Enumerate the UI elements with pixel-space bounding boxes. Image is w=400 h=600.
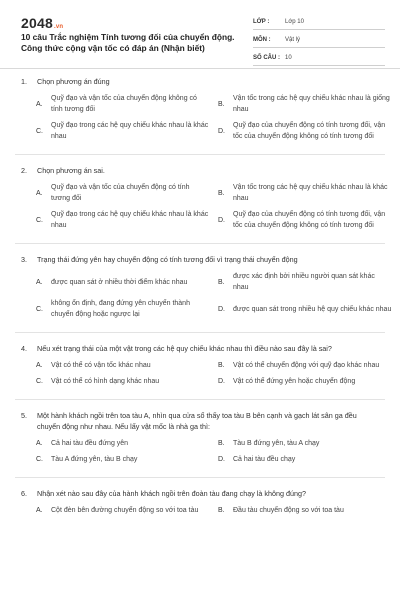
option-letter: B. [218, 100, 225, 108]
option-letter: B. [218, 507, 225, 514]
option-text: Vật có thể đứng yên hoặc chuyển động [233, 378, 356, 385]
option-text: Quỹ đạo và vận tốc của chuyển động có tính tương đối [51, 184, 190, 202]
document-title: 10 câu Trắc nghiệm Tính tương đối của chuyển động. Công thức cộng vận tốc có đáp án (Nhận biết) [21, 32, 235, 53]
question-6 [0, 488, 400, 516]
meta-label: SỐ CÂU : [253, 54, 280, 61]
question-number: 2. [21, 166, 27, 175]
option-letter: D. [218, 127, 225, 135]
question-text [0, 343, 400, 354]
question-divider [15, 154, 385, 155]
question-body: Nhận xét nào sau đây của hành khách ngồi trên đoàn tàu đang chạy là không đúng? [37, 489, 306, 498]
option-d[interactable] [218, 376, 392, 387]
question-4 [0, 343, 400, 387]
question-number: 3. [21, 255, 27, 264]
option-c[interactable] [36, 298, 210, 320]
option-letter: D. [218, 216, 225, 224]
option-b[interactable] [218, 438, 392, 449]
question-divider [15, 399, 385, 400]
option-a[interactable] [36, 93, 210, 115]
question-body: Nếu xét trạng thái của một vật trong các hệ quy chiếu khác nhau thì điều nào sau đây là sai? [37, 344, 332, 353]
question-text [0, 76, 400, 87]
option-a[interactable] [36, 271, 210, 293]
option-text: Vận tốc trong các hệ quy chiếu khác nhau là khác nhau [233, 184, 388, 202]
question-body: Chọn phương án sai. [37, 166, 105, 175]
option-letter: D. [218, 305, 225, 313]
option-b[interactable] [218, 360, 392, 371]
meta-value: Lớp 10 [285, 18, 304, 25]
document-meta [253, 14, 385, 68]
option-c[interactable] [36, 120, 210, 142]
option-letter: A. [36, 507, 43, 514]
option-text: Cả hai tàu đều chạy [233, 456, 296, 463]
option-text: Vật có thể có vận tốc khác nhau [51, 362, 151, 369]
option-letter: A. [36, 440, 43, 447]
option-letter: B. [218, 189, 225, 197]
answer-options [0, 182, 400, 231]
option-text: Vận tốc trong các hệ quy chiếu khác nhau là giống nhau [233, 95, 390, 113]
option-c[interactable] [36, 454, 210, 465]
answer-options [0, 438, 400, 465]
meta-row-count [253, 50, 385, 66]
question-body: Trạng thái đứng yên hay chuyển động có tính tương đối vì trạng thái chuyển động [37, 255, 298, 264]
option-text: Cả hai tàu đều đứng yên [51, 440, 129, 447]
option-text: Tàu A đứng yên, tàu B chạy [51, 456, 138, 463]
question-body: Chọn phương án đúng [37, 77, 110, 86]
option-letter: A. [36, 278, 43, 286]
option-d[interactable] [218, 209, 392, 231]
option-b[interactable] [218, 93, 392, 115]
question-text [0, 254, 400, 265]
option-letter: C. [36, 127, 43, 135]
meta-value: 10 [285, 54, 292, 61]
question-number: 1. [21, 77, 27, 86]
option-a[interactable] [36, 360, 210, 371]
option-letter: A. [36, 189, 43, 197]
question-divider [15, 332, 385, 333]
meta-row-grade [253, 14, 385, 30]
option-letter: B. [218, 440, 225, 447]
site-logo[interactable] [21, 15, 63, 31]
question-text [0, 410, 400, 432]
question-3 [0, 254, 400, 320]
option-b[interactable] [218, 182, 392, 204]
answer-options [0, 93, 400, 142]
answer-options [0, 505, 400, 516]
question-body: Một hành khách ngồi trên toa tàu A, nhìn qua cửa sổ thấy toa tàu B bên cạnh và gạch lát sân ga đều chuyển động như nhau. Nếu lấy vật mốc là nhà ga thì: [37, 411, 357, 431]
option-text: Quỹ đạo của chuyển động có tính tương đối, vận tốc của chuyển động không có tính tương đối [233, 122, 386, 140]
option-letter: D. [218, 378, 225, 385]
option-d[interactable] [218, 298, 392, 320]
question-number: 5. [21, 411, 27, 420]
meta-row-subject [253, 32, 385, 48]
option-b[interactable] [218, 505, 392, 516]
option-c[interactable] [36, 209, 210, 231]
logo-main: 2048 [21, 15, 53, 31]
option-text: Đầu tàu chuyển động so với toa tàu [233, 507, 344, 514]
option-text: Quỹ đạo trong các hệ quy chiếu khác nhau là khác nhau [51, 211, 209, 229]
option-b[interactable] [218, 271, 392, 293]
option-c[interactable] [36, 376, 210, 387]
option-d[interactable] [218, 454, 392, 465]
question-text [0, 165, 400, 176]
option-text: Tàu B đứng yên, tàu A chạy [233, 440, 320, 447]
meta-value: Vật lý [285, 36, 301, 43]
option-d[interactable] [218, 120, 392, 142]
option-letter: C. [36, 216, 43, 224]
meta-label: LỚP : [253, 18, 270, 25]
question-divider [15, 477, 385, 478]
option-letter: B. [218, 362, 225, 369]
question-divider [15, 243, 385, 244]
document-header [0, 0, 400, 69]
meta-label: MÔN : [253, 36, 271, 43]
option-text: không ổn định, đang đứng yên chuyển thành chuyển động hoặc ngược lại [51, 300, 190, 318]
option-text: Vật có thể chuyển động với quỹ đạo khác nhau [233, 362, 380, 369]
option-letter: A. [36, 100, 43, 108]
option-text: Quỹ đạo trong các hệ quy chiếu khác nhau là khác nhau [51, 122, 209, 140]
option-a[interactable] [36, 505, 210, 516]
option-letter: C. [36, 378, 43, 385]
option-text: được quan sát trong nhiều hệ quy chiếu khác nhau [233, 305, 392, 313]
option-text: được xác định bởi nhiều người quan sát khác nhau [233, 273, 375, 291]
option-letter: B. [218, 278, 225, 286]
option-letter: C. [36, 305, 43, 313]
question-list [0, 76, 400, 528]
option-a[interactable] [36, 438, 210, 449]
answer-options [0, 360, 400, 387]
logo-suffix: .vn [53, 24, 64, 30]
option-text: Cột đèn bên đường chuyển động so với toa tàu [51, 507, 199, 514]
answer-options [0, 271, 400, 320]
question-5 [0, 410, 400, 465]
option-letter: D. [218, 456, 225, 463]
question-number: 4. [21, 344, 27, 353]
question-number: 6. [21, 489, 27, 498]
option-text: Quỹ đạo và vận tốc của chuyển động không có tính tương đối [51, 95, 197, 113]
question-2 [0, 165, 400, 231]
option-letter: C. [36, 456, 43, 463]
question-text [0, 488, 400, 499]
option-text: được quan sát ở nhiều thời điểm khác nhau [51, 278, 188, 286]
option-a[interactable] [36, 182, 210, 204]
option-text: Vật có thể có hình dạng khác nhau [51, 378, 160, 385]
question-1 [0, 76, 400, 142]
option-letter: A. [36, 362, 43, 369]
option-text: Quỹ đạo của chuyển động có tính tương đối, vận tốc của chuyển động không có tính tương đối [233, 211, 386, 229]
